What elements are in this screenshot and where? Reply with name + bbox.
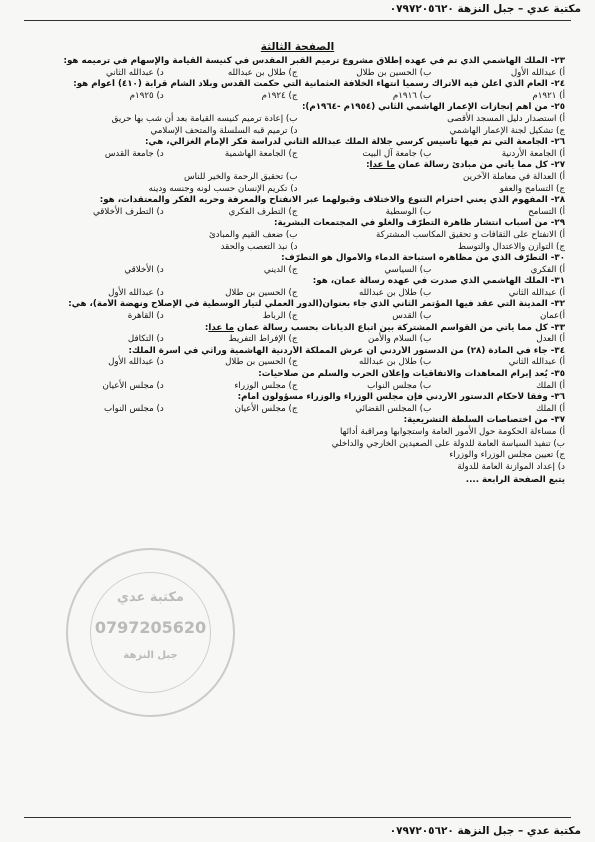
options-row — [30, 288, 565, 300]
option-a: أ)عمان — [539, 311, 565, 322]
option-b: ب) ١٩١٦م — [392, 90, 432, 101]
question-26 — [30, 137, 565, 160]
options-row — [30, 311, 565, 323]
option-d: د) التكافل — [127, 334, 164, 345]
option-a: أ) عبدالله الثاني — [508, 357, 565, 368]
options-row — [30, 230, 565, 242]
stamp-line-name: مكتبة عدي — [117, 590, 184, 605]
option-b: ب) الحسين بن طلال — [356, 67, 432, 78]
option-c: ج) الديني — [263, 264, 298, 275]
option-b: ب) مجلس النواب — [367, 380, 432, 391]
question-35 — [30, 369, 565, 392]
option-d: د) عبدالله الأول — [108, 287, 164, 298]
option-d: د) مجلس النواب — [103, 403, 164, 414]
question-24 — [30, 79, 565, 102]
option-b: ب) المجلس القضائي — [355, 403, 432, 414]
question-text: ٢٥- من أهم إنجازات الإعمار الهاشمي الثاني (١٩٥٤م -١٩٦٤م): — [301, 102, 565, 113]
option-a: أ) العدالة في معاملة الآخرين — [462, 171, 565, 182]
option-a: أ) التسامح — [528, 206, 565, 217]
option-d: د) القاهرة — [127, 311, 164, 322]
option-b: ب) ضعف القيم والمبادئ — [209, 229, 298, 240]
footer-divider — [24, 817, 571, 818]
page-footer: مكتبة عدي – جبل النزهة ٠٧٩٧٢٠٥٦٢٠ — [389, 825, 581, 837]
options-row — [30, 381, 565, 393]
question-text: ٣٧- من اختصاصات السلطة التشريعية: — [403, 415, 565, 426]
question-30 — [30, 253, 565, 276]
option-d: د) تكريم الإنسان حسب لونه وجنسه ودينه — [148, 183, 298, 194]
option-a: أ) ١٩٢١م — [532, 90, 565, 101]
question-31 — [30, 276, 565, 299]
option-c: ج) الجامعة الهاشمية — [224, 148, 298, 159]
options-row — [30, 334, 565, 346]
question-23 — [30, 56, 565, 79]
option-d: د) نبذ التعصب والحقد — [220, 241, 298, 252]
option-d: د) عبدالله الثاني — [106, 67, 164, 78]
option-d: د) مجلس الأعيان — [102, 380, 164, 391]
option-b: ب) تنفيذ السياسة العامة للدولة على الصعيدين الخارجي والداخلي — [331, 438, 565, 449]
page-title: الصفحة الثالثة — [260, 41, 335, 53]
question-text: ٢٨- المفهوم الذي يعني احترام التنوع والاختلاف وقبولهما عبر الانفتاح والمعرفة وحريه الفكر والمعتقدات، هو: — [99, 195, 565, 206]
question-37 — [30, 415, 565, 473]
question-36 — [30, 392, 565, 415]
option-c: ج) طلال بن عبدالله — [227, 67, 298, 78]
continue-note: يتبع الصفحة الرابعة .... — [465, 475, 565, 486]
question-text: ٢٦- الجامعة التي تم فيها تأسيس كرسي جلالة الملك عبدالله الثاني لدراسة فكر الإمام الغزالي، هي: — [144, 137, 565, 148]
option-d: د) التطرف الأخلاقي — [93, 206, 164, 217]
option-c: ج) الحسين بن طلال — [225, 287, 298, 298]
question-27 — [30, 160, 565, 195]
option-b: ب) الوسطية — [385, 206, 432, 217]
option-c: ج) الحسين بن طلال — [225, 357, 298, 368]
option-a: أ) الملك — [536, 380, 565, 391]
option-b: ب) جامعة آل البيت — [362, 148, 432, 159]
option-b: ب) تحقيق الرحمة والخير للناس — [184, 171, 298, 182]
options-row — [30, 184, 565, 196]
option-a: أ) الملك — [536, 403, 565, 414]
question-33 — [30, 323, 565, 346]
option-b: ب) طلال بن عبدالله — [358, 287, 432, 298]
question-text-end: : — [366, 160, 370, 171]
option-a: أ) استصدار دليل المسجد الأقصى — [447, 113, 565, 124]
option-a: أ) مساءلة الحكومة حول الأمور العامة واستجوابها ومراقبة أدائها — [339, 427, 565, 437]
option-a: أ) عبدالله الأول — [510, 67, 565, 78]
question-34 — [30, 346, 565, 369]
option-c: ج) مجلس الأعيان — [234, 403, 298, 414]
question-32 — [30, 299, 565, 322]
stamp-line-area: جبل النزهة — [123, 650, 178, 661]
options-row — [30, 68, 565, 80]
question-text: ٣٢- المدينة التي عقد فيها المؤتمر الثاني الذي جاء بعنوان(الدور العملي لتيار الوسطية في الإصلاح ونهضة الأمة)، هي: — [68, 299, 565, 310]
option-c: ج) تشكيل لجنة الإعمار الهاشمي — [449, 125, 565, 136]
question-text — [30, 323, 565, 335]
stamp-line-phone: 0797205620 — [94, 618, 207, 637]
option-c: ج) الرباط — [262, 311, 298, 322]
options-row — [30, 207, 565, 219]
option-a: أ) العدل — [536, 334, 565, 345]
option-d: د) عبدالله الأول — [108, 357, 164, 368]
page-header: مكتبة عدي – جبل النزهة ٠٧٩٧٢٠٥٦٢٠ — [389, 3, 581, 15]
question-text: ٣٦- وفقاً لأحكام الدستور الأردني فإن مجلس الوزراء والوزراء مسؤولون أمام: — [237, 392, 565, 403]
options-row — [30, 126, 565, 138]
exception-marker: ما عدا — [208, 322, 234, 333]
options-row — [30, 357, 565, 369]
header-divider — [24, 20, 571, 21]
option-a: أ) عبدالله الثاني — [508, 287, 565, 298]
question-text: ٣٠- التطرّف الذي من مظاهره استباحة الدماء والأموال هو التطرّف: — [281, 253, 565, 264]
option-b: ب) طلال بن عبدالله — [358, 357, 432, 368]
option-a: أ) الجامعة الأردنية — [501, 148, 565, 159]
question-text: ٢٩- من أسباب انتشار ظاهرة التطرّف والغلو في المجتمعات البشرية: — [274, 218, 565, 229]
option-d: د) ترميم قبه السلسلة والمتحف الإسلامي — [150, 125, 298, 136]
option-c: ج) التسامح والعفو — [499, 183, 565, 194]
question-29 — [30, 218, 565, 253]
question-text-main: ٣٣- كل مما يأتي من القواسم المشتركة بين أتباع الديانات بحسب رسالة عمان — [233, 322, 565, 333]
question-text: ٢٣- الملك الهاشمي الذي تم في عهده إطلاق مشروع ترميم القبر المقدس في كنيسة القيامة والإسهام في ترميمه هو: — [63, 56, 565, 66]
option-a: أ) الانفتاح على الثقافات و تحقيق المكاسب المشتركة — [375, 229, 565, 240]
options-row — [30, 265, 565, 277]
question-text-end: : — [204, 322, 209, 333]
option-c: ج) مجلس الوزراء — [234, 380, 298, 391]
option-d: د) إعداد الموازنة العامة للدولة — [457, 461, 565, 472]
option-c: ج) تعيين مجلس الوزراء والوزراء — [449, 450, 565, 461]
exception-marker: ما عدا — [369, 160, 396, 171]
options-row — [30, 114, 565, 126]
option-b: ب) إعادة ترميم كنيسه القيامة بعد أن شب بها حريق — [111, 113, 298, 124]
question-text: ٣١- الملك الهاشمي الذي صدرت في عهده رسالة عمان، هو: — [312, 276, 565, 287]
question-text-main: ٢٧- كل مما يأتي من مبادئ رسالة عمان — [395, 160, 565, 171]
question-text: ٣٤- جاء في المادة (٢٨) من الدستور الأردني أن عرش المملكة الأردنية الهاشمية وراثي في أسرة الملك: — [128, 345, 565, 356]
question-text — [30, 160, 565, 172]
option-c: ج) الإفراط التفريط — [228, 334, 298, 345]
option-c: ج) التوازن والاعتدال والتوسط — [458, 241, 565, 252]
exam-questions — [30, 56, 565, 794]
question-28 — [30, 195, 565, 218]
option-d: د) جامعة القدس — [104, 148, 164, 159]
option-b: ب) السلام والأمن — [367, 334, 432, 345]
option-d: د) ١٩٢٥م — [129, 90, 164, 101]
option-b: ب) القدس — [392, 311, 432, 322]
options-row — [30, 242, 565, 254]
options-row — [30, 404, 565, 416]
question-text: ٣٥- يُعد إبرام المعاهدات والاتفاقيات وإعلان الحرب والسلم من صلاحيات: — [258, 369, 565, 380]
question-text: ٢٤- العام الذي أعلن فيه الأتراك رسمياً انتهاء الخلافة العثمانية التي حكمت القدس وبلاد الشام قرابة (٤١٠) أعوام هو: — [73, 79, 565, 90]
option-c: ج) التطرف الفكري — [228, 206, 298, 217]
options-row — [30, 149, 565, 161]
option-d: د) الأخلاقي — [124, 264, 164, 275]
question-25 — [30, 102, 565, 137]
option-c: ج) ١٩٢٤م — [261, 90, 298, 101]
options-row — [30, 91, 565, 103]
options-row — [30, 172, 565, 184]
option-a: أ) الفكري — [530, 264, 565, 275]
option-b: ب) السياسي — [384, 264, 432, 275]
